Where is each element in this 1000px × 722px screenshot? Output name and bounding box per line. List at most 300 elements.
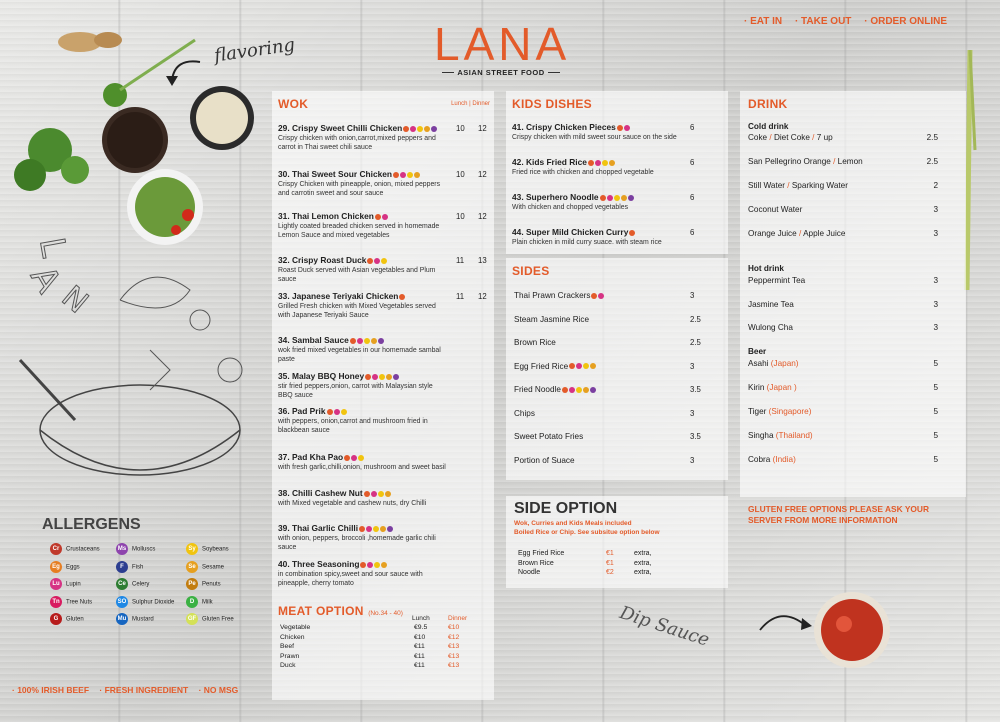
drink-price: 5 [933,359,938,368]
side-option-extra: extra, [634,550,652,557]
wok-item-dinner-price: 12 [478,124,487,133]
allergen-name: Celery [132,581,150,588]
allergen-dot-icon [375,214,381,220]
meat-row-lunch: €11 [414,662,425,669]
wok-item [278,371,490,400]
drink-price: 3 [933,205,938,214]
wok-item-name [278,559,490,569]
drink-price: 5 [933,383,938,392]
kids-item [512,157,724,177]
kids-item-price: 6 [690,228,695,237]
side-item [514,338,724,347]
sides-title: SIDES [512,264,550,278]
allergen-name: Gluten [66,616,84,623]
meat-row-dinner: €13 [448,662,460,669]
allergen-dot-icon [617,125,623,131]
footer-irish-beef: 100% IRISH BEEF [17,685,90,695]
beer-row [748,359,958,368]
drink-name: Wulong Cha [748,323,793,332]
wok-item-name [278,523,490,533]
kids-title: KIDS DISHES [512,97,592,111]
allergen-badge-icon: Lu [50,578,62,590]
allergen-item [116,613,154,625]
wok-item-title: 31. Thai Lemon Chicken [278,211,374,221]
wok-item-desc: with peppers, onion,carrot and mushroom fried in blackbean sauce [278,418,428,434]
cold-drink-row [748,205,958,214]
side-item-title: Fried Noodle [514,385,561,394]
allergen-dot-icon [371,491,377,497]
beer-origin: (Singapore) [768,407,812,416]
wok-item-name [278,371,490,381]
allergen-badge-icon: Mu [116,613,128,625]
wok-item-title: 36. Pad Prik [278,406,326,416]
allergen-dot-icon [403,126,409,132]
allergen-dot-icon [381,562,387,568]
allergen-dot-icon [583,363,589,369]
wok-item-title: 32. Crispy Roast Duck [278,255,367,265]
drink-panel [740,91,966,497]
drink-name: San Pellegrino Orange [748,157,831,166]
kids-panel [506,91,728,254]
beer-row [748,431,958,440]
kids-item-desc: Fried rice with chicken and chopped vegetable [512,169,654,176]
drink-name-alt: Apple Juice [803,229,846,238]
allergen-name: Sulphur Dioxide [132,599,175,606]
allergen-dot-icon [374,562,380,568]
kids-item [512,122,724,142]
beer-row [748,455,958,464]
wok-item-name [278,488,490,498]
allergen-dot-icon [588,160,594,166]
wok-item-name [278,452,490,462]
meat-option-panel [272,598,494,700]
wok-item-title: 40. Three Seasoning [278,559,360,569]
drink-name: Asahi [748,359,769,368]
side-item [514,362,724,371]
wok-item-lunch-price: 10 [456,212,465,221]
hot-drink-row [748,323,958,332]
side-option-price: €1 [606,559,614,567]
allergen-dot-icon [602,160,608,166]
wok-item-desc: Grilled Fresh chicken with Mixed Vegetables served with Japanese Teriyaki Sauce [278,303,436,319]
cold-drink-row [748,157,958,166]
wok-item [278,211,490,240]
wok-col-header: Lunch | Dinner [451,101,490,107]
footer-fresh: FRESH INGREDIENT [104,685,189,695]
allergen-item [186,613,234,625]
allergen-dot-icon [344,455,350,461]
wok-item-lunch-price: 10 [456,124,465,133]
allergen-dot-icon [364,338,370,344]
meat-row-name: Vegetable [280,624,311,631]
drink-price: 2.5 [926,157,938,166]
wok-item-dinner-price: 12 [478,212,487,221]
allergen-item [50,561,80,573]
side-option-name: Egg Fried Rice [518,550,565,557]
drink-price: 2 [933,181,938,190]
kids-item-desc: With chicken and chopped vegetables [512,204,629,211]
wok-item-lunch-price: 11 [456,292,465,301]
hot-drink-row [748,300,958,309]
allergen-badge-icon: Ce [116,578,128,590]
flavoring-text: flavoring [212,34,297,67]
allergen-dot-icon [366,526,372,532]
beer-row [748,407,958,416]
cold-drink-row [748,133,958,142]
allergen-name: Lupin [66,581,81,588]
allergen-badge-icon: Se [186,561,198,573]
wok-panel [272,91,494,598]
allergen-dot-icon [607,195,613,201]
allergen-dot-icon [341,409,347,415]
allergen-dot-icon [381,258,387,264]
allergen-item [186,543,229,555]
allergen-dot-icon [393,172,399,178]
beer-origin: (India) [772,455,796,464]
allergen-dot-icon [609,160,615,166]
beer-row [748,383,958,392]
wok-item [278,488,490,508]
allergen-dot-icon [334,409,340,415]
food-illustration [0,0,270,500]
side-option-extra: extra, [634,559,652,567]
nav-eat-in[interactable]: · EAT IN [744,16,783,27]
drink-price: 5 [933,407,938,416]
drink-name: Cobra [748,455,771,464]
wok-item-dinner-price: 12 [478,292,487,301]
side-item [514,456,724,465]
wok-item-desc: with fresh garlic,chilli,onion, mushroom and sweet basil [278,464,446,471]
allergen-name: Sesame [202,564,225,571]
wok-item [278,123,490,152]
drink-separator: / [809,133,817,142]
wok-item-title: 37. Pad Kha Pao [278,452,344,462]
allergen-dot-icon [410,126,416,132]
kids-item-price: 6 [690,193,695,202]
kids-item-title: 44. Super Mild Chicken Curry [512,227,629,237]
allergen-badge-icon: GF [186,613,198,625]
allergen-dot-icon [417,126,423,132]
hot-drink-title: Hot drink [748,264,784,273]
kids-item-price: 6 [690,123,695,132]
drink-price: 3 [933,276,938,285]
drink-name-alt: 7 up [816,133,833,142]
side-item-title: Portion of Suace [514,455,575,465]
wok-item-desc: with Mixed vegetable and cashew nuts, dry Chilli [278,500,427,507]
allergen-dot-icon [431,126,437,132]
wok-item-desc: Lightly coated breaded chicken served in homemade Lemon Sauce and mixed vegetables [278,223,440,239]
side-item-price: 3 [690,361,695,371]
wok-item-dinner-price: 13 [478,256,487,265]
footer-no-msg: NO MSG [203,685,239,695]
allergen-name: Gluten Free [202,616,234,623]
wok-item-desc: with onion, peppers, broccoli ,homemade garlic chili sauce [278,535,436,551]
side-option-title: SIDE OPTION [514,500,618,517]
allergen-badge-icon: Cr [50,543,62,555]
allergen-item [186,561,224,573]
wok-item-title: 29. Crispy Sweet Chilli Chicken [278,123,403,133]
wok-item [278,559,490,588]
allergen-dot-icon [591,293,597,299]
side-option-extra: extra, [634,569,652,576]
allergen-dot-icon [365,374,371,380]
allergen-dot-icon [379,374,385,380]
allergen-badge-icon: F [116,561,128,573]
allergen-dot-icon [407,172,413,178]
wok-item-title: 34. Sambal Sauce [278,335,349,345]
allergen-dot-icon [371,338,377,344]
wok-item-desc: Roast Duck served with Asian vegetables and Plum sauce [278,267,436,283]
allergen-item [116,578,149,590]
side-item-price: 2.5 [690,338,701,347]
logo-tagline: ASIAN STREET FOOD [457,68,545,77]
allergen-dot-icon [386,374,392,380]
allergen-badge-icon: SO [116,596,128,608]
side-item [514,315,724,324]
drink-separator: / [796,229,804,238]
allergen-dot-icon [400,172,406,178]
meat-row-dinner: €13 [448,643,460,650]
side-item-title: Thai Prawn Crackers [514,291,591,300]
drink-name: Tiger [748,407,767,416]
allergen-dot-icon [595,160,601,166]
allergen-item [116,561,143,573]
meat-dinner-header: Dinner [448,615,468,622]
side-item [514,385,724,394]
drink-price: 3 [933,229,938,238]
allergen-item [116,543,155,555]
meat-option-title: MEAT OPTION [278,604,364,618]
dip-sauce-text: Dip Sauce [617,602,712,651]
allergen-dot-icon [614,195,620,201]
drink-name: Coke [748,133,768,142]
allergen-dot-icon [378,491,384,497]
kids-item-title: 43. Superhero Noodle [512,192,599,202]
allergen-dot-icon [424,126,430,132]
allergen-name: Crustaceans [66,546,100,553]
meat-row-name: Prawn [280,652,300,660]
wok-item-title: 38. Chilli Cashew Nut [278,488,363,498]
allergen-item [186,578,221,590]
beer-origin: (Thailand) [775,431,813,440]
drink-price: 3 [933,299,938,309]
meat-option-subtitle: (No.34 - 40) [368,610,403,617]
meat-row-lunch: €11 [414,652,425,660]
side-item-price: 3 [690,408,695,418]
allergen-dot-icon [629,230,635,236]
allergen-item [50,613,84,625]
allergen-dot-icon [360,562,366,568]
allergen-dot-icon [569,363,575,369]
drink-name: Coconut Water [748,205,803,214]
allergen-name: Penuts [202,581,221,588]
allergen-dot-icon [569,387,575,393]
side-item-title: Steam Jasmine Rice [514,314,590,324]
allergen-name: Fish [132,564,144,571]
wok-item [278,169,490,198]
allergen-dot-icon [576,387,582,393]
cold-drink-title: Cold drink [748,122,789,131]
wok-item [278,452,490,472]
drink-name-alt: Lemon [837,157,863,166]
allergen-dot-icon [359,526,365,532]
allergen-dot-icon [357,338,363,344]
allergen-dot-icon [600,195,606,201]
allergen-badge-icon: D [186,596,198,608]
wok-item-title: 30. Thai Sweet Sour Chicken [278,169,393,179]
kids-item-title: 41. Crispy Chicken Pieces [512,122,616,132]
gluten-note: GLUTEN FREE OPTIONS PLEASE ASK YOUR SERVER FROM MORE INFORMATION [748,504,930,525]
meat-row-lunch: €9.5 [414,624,428,631]
side-item-title: Sweet Potato Fries [514,432,584,441]
meat-row-lunch: €10 [414,633,426,641]
kids-item [512,227,724,247]
allergen-dot-icon [372,374,378,380]
meat-row-name: Beef [280,643,294,650]
drink-separator: / [830,157,838,166]
meat-lunch-header: Lunch [412,615,430,622]
wok-item [278,523,490,552]
drink-price: 3 [933,323,938,332]
svg-text:N: N [54,279,95,321]
allergen-dot-icon [414,172,420,178]
allergen-dot-icon [562,387,568,393]
beer-origin: (Japan ) [766,383,797,392]
wok-item-lunch-price: 10 [456,170,465,179]
allergen-dot-icon [385,491,391,497]
drink-name: Kirin [748,383,765,392]
meat-row-name: Duck [280,662,296,669]
allergen-dot-icon [380,526,386,532]
drink-name-alt: Diet Coke [773,133,810,142]
kids-item-price: 6 [690,158,695,167]
wok-item-desc: stir fried peppers,onion, carrot with Malaysian style BBQ sauce [278,383,433,399]
meat-row-lunch: €11 [414,643,425,650]
allergen-item [50,596,92,608]
wok-item [278,335,490,364]
side-item-price: 3.5 [690,432,701,441]
logo-text: LANA [434,18,571,70]
meat-row-name: Chicken [280,633,305,641]
svg-text:L: L [31,234,74,261]
allergen-dot-icon [374,258,380,264]
kids-item-desc: Plain chicken in mild curry suace. with steam rice [512,239,662,246]
side-option-note1: Wok, Curries and Kids Meals included [514,520,632,527]
allergen-dot-icon [327,409,333,415]
drink-name: Peppermint Tea [748,276,806,285]
wok-item-desc: Crispy Chicken with pineapple, onion, mixed peppers and carrotin sweet and sour sauce [278,181,441,197]
allergen-name: Tree Nuts [66,599,93,606]
meat-row-dinner: €12 [448,633,460,641]
nav-order-online[interactable]: · ORDER ONLINE [864,16,947,27]
allergen-dot-icon [378,338,384,344]
allergen-dot-icon [583,387,589,393]
nav-take-out[interactable]: · TAKE OUT [794,16,852,27]
drink-separator: / [767,133,774,142]
side-item-price: 3.5 [690,385,701,394]
allergen-dot-icon [393,374,399,380]
allergen-name: Molluscs [132,546,156,553]
footer-tags: · 100% IRISH BEEF · FRESH INGREDIENT · NO MSG [12,685,239,695]
allergen-name: Soybeans [202,546,229,553]
allergen-dot-icon [367,258,373,264]
allergen-badge-icon: Ms [116,543,128,555]
allergen-badge-icon: Eg [50,561,62,573]
cold-drink-row [748,229,958,238]
wok-item-desc: wok fried mixed vegetables in our homemade sambal paste [278,347,441,363]
dip-sauce-bowl [750,590,900,670]
side-item [514,432,724,441]
allergen-dot-icon [364,491,370,497]
drink-price: 2.5 [926,133,938,142]
wok-item-name [278,406,490,416]
allergen-dot-icon [382,214,388,220]
allergen-dot-icon [358,455,364,461]
wok-item-desc: Crispy chicken with onion,carrot,mixed peppers and carrot in Thai sweet chili sauce [278,135,436,151]
wok-item-desc: in combination spicy,sweet and sour sauce with pineapple, cherry tomato [278,571,423,587]
beer-origin: (Japan) [770,359,799,368]
sides-panel [506,258,728,480]
side-item-price: 2.5 [690,314,701,324]
allergen-dot-icon [590,387,596,393]
side-item-title: Brown Rice [514,338,556,347]
allergen-dot-icon [628,195,634,201]
side-item-title: Chips [514,408,535,418]
meat-row-dinner: €13 [448,652,460,660]
wok-title: WOK [278,97,309,111]
drink-price: 5 [933,431,938,440]
kids-item-desc: Crispy chicken with mild sweet sour sauce on the side [512,134,677,141]
wok-item [278,406,490,435]
side-option-name: Noodle [518,569,541,576]
allergen-dot-icon [621,195,627,201]
drink-title: DRINK [748,97,788,111]
allergen-dot-icon [399,294,405,300]
wok-item-dinner-price: 12 [478,170,487,179]
drink-name: Jasmine Tea [748,299,794,309]
drink-name: Singha [748,431,774,440]
allergen-item [50,578,81,590]
side-option-panel [506,496,728,588]
drink-name-alt: Sparking Water [791,181,848,190]
side-item-title: Egg Fried Rice [514,361,569,371]
allergen-dot-icon [624,125,630,131]
allergen-dot-icon [367,562,373,568]
allergen-dot-icon [373,526,379,532]
cold-drink-row [748,181,958,190]
drink-name: Orange Juice [748,229,797,238]
side-item-price: 3 [690,455,695,465]
beer-title: Beer [748,347,767,356]
wok-item [278,291,490,320]
allergen-name: Mustard [132,616,154,623]
meat-row-dinner: €10 [448,624,460,631]
logo [434,18,571,77]
side-item-price: 3 [690,291,695,300]
side-item [514,409,724,418]
allergen-item [50,543,100,555]
wok-item-title: 39. Thai Garlic Chilli [278,523,359,533]
allergen-item [116,596,174,608]
hot-drink-row [748,276,958,285]
drink-name: Still Water [748,181,785,190]
allergen-dot-icon [598,293,604,299]
kids-item-title: 42. Kids Fried Rice [512,157,587,167]
drink-separator: / [785,181,792,190]
allergens-title: ALLERGENS [42,516,141,533]
svg-text:A: A [22,259,69,300]
wok-item-lunch-price: 11 [456,256,465,265]
